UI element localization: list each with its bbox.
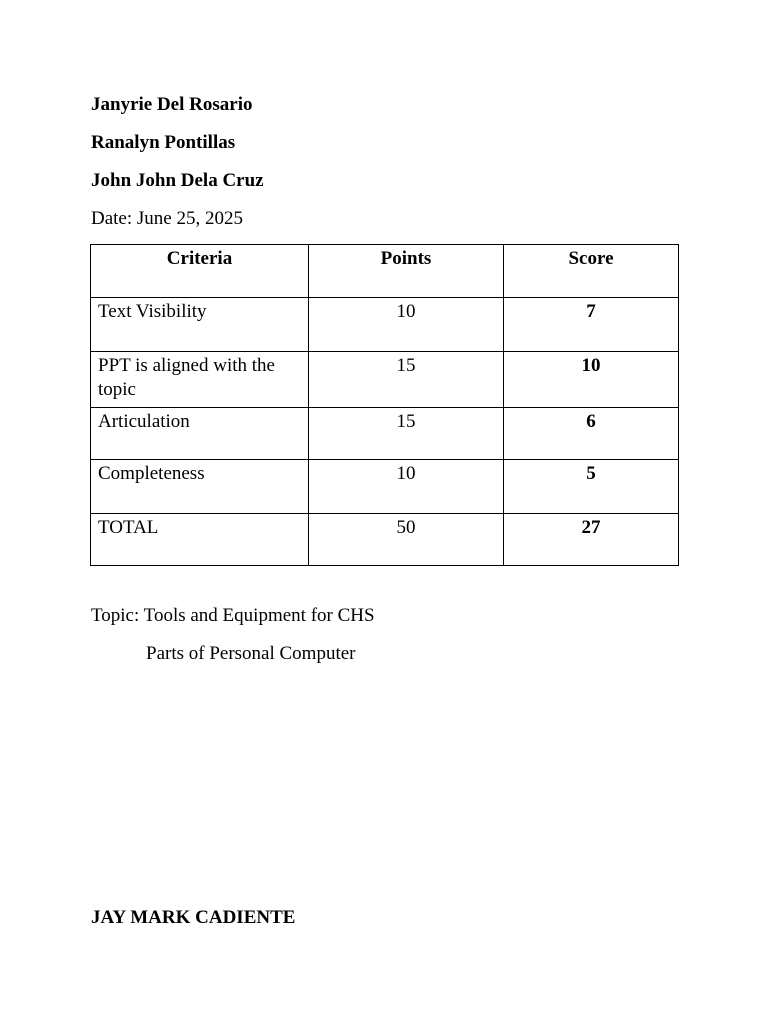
student-name: John John Dela Cruz <box>91 170 264 191</box>
criteria-cell: Articulation <box>91 408 309 460</box>
criteria-cell: TOTAL <box>91 514 309 566</box>
score-cell: 7 <box>504 298 679 352</box>
table-row <box>91 460 679 514</box>
score-cell: 6 <box>504 408 679 460</box>
points-cell: 50 <box>309 514 504 566</box>
points-cell: 10 <box>309 298 504 352</box>
criteria-cell: PPT is aligned with the topic <box>91 352 309 408</box>
points-cell: 15 <box>309 408 504 460</box>
score-cell: 5 <box>504 460 679 514</box>
topic-line: Topic: Tools and Equipment for CHS <box>91 605 375 626</box>
score-cell: 10 <box>504 352 679 408</box>
table-header-row <box>91 245 679 298</box>
column-header-points: Points <box>309 245 504 298</box>
topic-subline: Parts of Personal Computer <box>146 643 356 664</box>
criteria-cell: Completeness <box>91 460 309 514</box>
column-header-criteria: Criteria <box>91 245 309 298</box>
student-name: Janyrie Del Rosario <box>91 94 253 115</box>
points-cell: 10 <box>309 460 504 514</box>
date-line: Date: June 25, 2025 <box>91 208 243 229</box>
student-name: Ranalyn Pontillas <box>91 132 236 153</box>
table-row <box>91 352 679 408</box>
criteria-cell: Text Visibility <box>91 298 309 352</box>
rubric-table <box>90 244 679 566</box>
table-row <box>91 298 679 352</box>
column-header-score: Score <box>504 245 679 298</box>
signature-name: JAY MARK CADIENTE <box>91 907 296 928</box>
points-cell: 15 <box>309 352 504 408</box>
score-cell: 27 <box>504 514 679 566</box>
table-row <box>91 408 679 460</box>
table-row-total <box>91 514 679 566</box>
